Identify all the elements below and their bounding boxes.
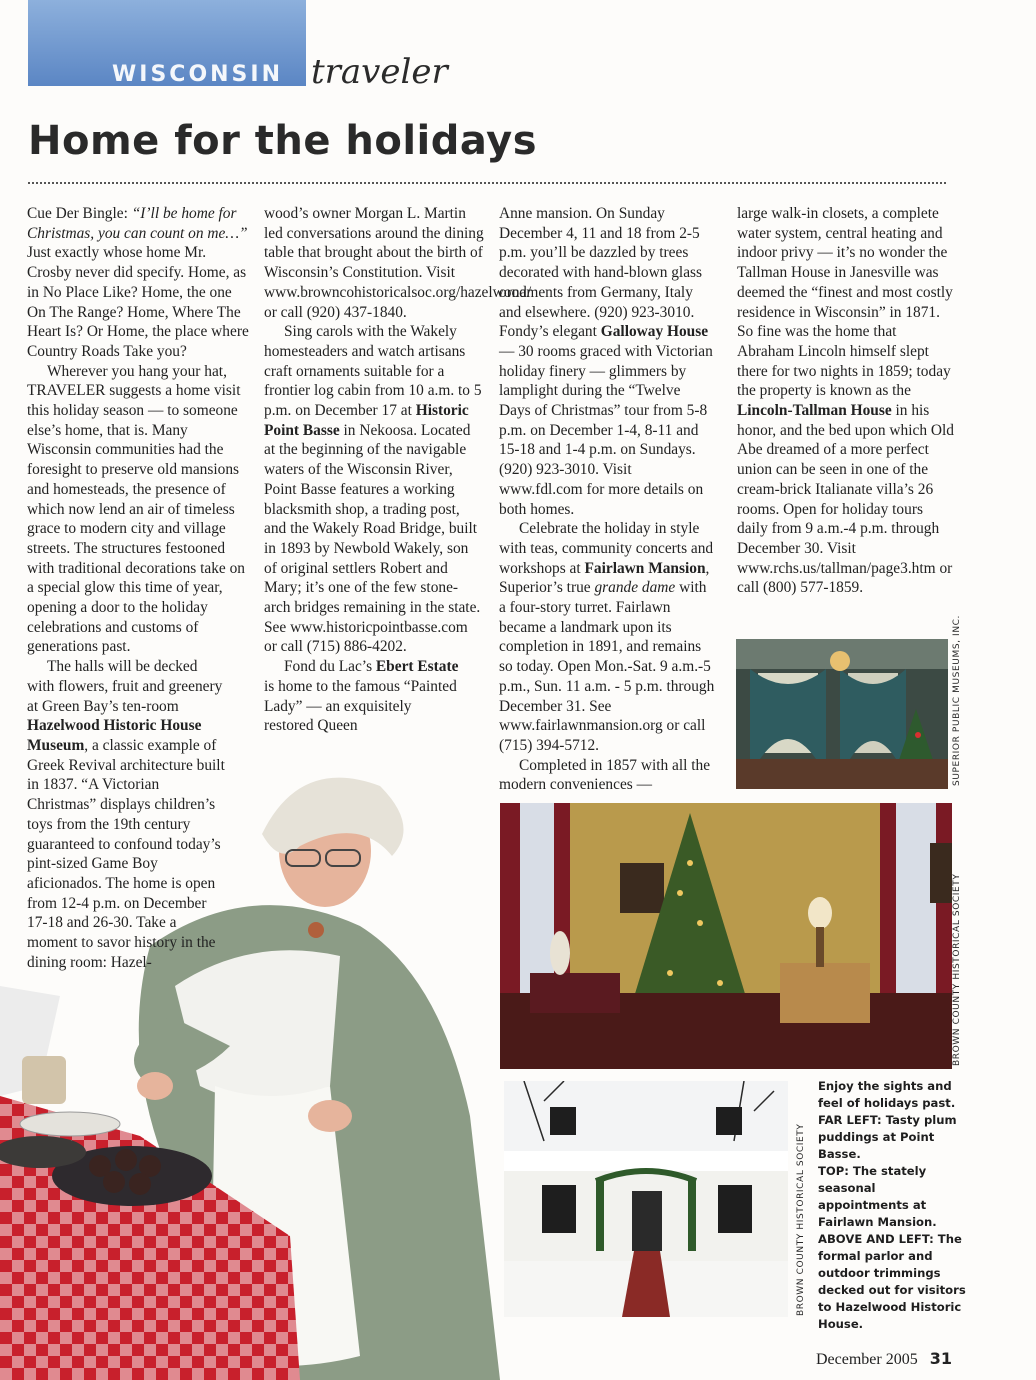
- caption-line-top: TOP: The stately seasonal appointments at Fairlawn Mansion.: [818, 1164, 937, 1229]
- col1-paragraph-2: Wherever you hang your hat, TRAVELER suggests a home visit this holiday season — to someone else’s home, that is. Many Wisconsin communities had the foresight to preserve old mansions and homesteads, the presence of which now lend an air of timeless grace to modern city and village streets. The structures festooned with traditional decorations take on a special glow this time of year, opening a door to the holiday celebrations and customs of generations past.: [27, 362, 245, 656]
- article-column-3: [499, 204, 715, 795]
- issue-date: December 2005: [816, 1351, 918, 1368]
- caption-line-far-left: FAR LEFT: Tasty plum puddings at Point Basse.: [818, 1113, 957, 1161]
- col1-paragraph-3: The halls will be decked with flowers, fruit and greenery at Green Bay’s ten-room Hazelwood Historic House Museum, a classic example of Greek Revival architecture built in 1837. “A Victorian Christmas” displays children’s toys from the 19th century guaranteed to confound today’s pint-sized Game Boy aficionados. The home is open from 12-4 p.m. on December 17-18 and 26-30. Take a moment to savor history in the dining room: Hazel-: [27, 658, 225, 971]
- caption-line-above-left: ABOVE AND LEFT: The formal parlor and outdoor trimmings decked out for visitors to Hazelwood Historic House.: [818, 1232, 966, 1331]
- photo-credit-brown-county-1: BROWN COUNTY HISTORICAL SOCIETY: [952, 873, 962, 1066]
- col3-paragraph-3: Completed in 1857 with all the modern conveniences —: [499, 756, 711, 794]
- page-number: 31: [929, 1349, 952, 1368]
- photo-fairlawn-mansion: [736, 639, 948, 789]
- article-column-2: [264, 204, 532, 736]
- photo-credit-superior: SUPERIOR PUBLIC MUSEUMS, INC.: [952, 615, 962, 786]
- article-headline: Home for the holidays: [28, 118, 538, 164]
- section-kicker: WISCONSIN: [112, 62, 283, 87]
- article-column-1: [27, 204, 249, 972]
- caption-line-intro: Enjoy the sights and feel of holidays past.: [818, 1079, 956, 1110]
- col4-paragraph-1: large walk-in closets, a complete water system, central heating and indoor privy — it’s no wonder the Tallman House in Janesville was deemed the “finest and most costly residence in Wisconsin” in 1871. So fine was the home that Abraham Lincoln himself slept there for two nights in 1859; today the property is known as the Lincoln-Tallman House in his honor, and the bed upon which Old Abe dreamed of a more perfect union can be seen in one of the cream-brick Italianate villa’s 26 rooms. Open for holiday tours daily from 9 a.m.-4 p.m. through December 30. Visit www.rchs.us/tallman/page3.htm or call (800) 577-1859.: [737, 205, 954, 597]
- article-column-4: [737, 204, 955, 598]
- photo-formal-parlor: [500, 803, 952, 1069]
- dotted-divider: [28, 182, 946, 184]
- col2-paragraph-2: Sing carols with the Wakely homesteaders and watch artisans craft ornaments suitable for a frontier log cabin from 10 a.m. to 5 p.m. on December 17 at Historic Point Basse in Nekoosa. Located at the beginning of the navigable waters of the Wisconsin River, Point Basse features a working blacksmith shop, a trading post, and the Wakely Road Bridge, built in 1893 by Newbold Wakely, son of original settlers Robert and Mary; it’s one of the few stone-arch bridges remaining in the state. See www.historicpointbasse.com or call (715) 886-4202.: [264, 323, 482, 656]
- col1-paragraph-1: Cue Der Bingle: “I’ll be home for Christmas, you can count on me…” Just exactly whose home Mr. Crosby never did specify. Home, as in No Place Like? Home, the one On The Range? Home, Where The Heart Is? Or Home, the place where Country Roads Take you?: [27, 205, 249, 360]
- page-footer: [816, 1349, 952, 1369]
- section-kicker-script: traveler: [311, 52, 448, 92]
- col3-paragraph-2: Celebrate the holiday in style with teas, community concerts and workshops at Fairlawn Mansion, Superior’s true grande dame with a four-story turret. Fairlawn became a landmark upon its completion in 1891, and remains so today. Open Mon.-Sat. 9 a.m.-5 p.m., Sun. 11 a.m. - 5 p.m. through December 31. See www.fairlawnmansion.org or call (715) 394-5712.: [499, 520, 715, 754]
- photo-credit-brown-county-2: BROWN COUNTY HISTORICAL SOCIETY: [796, 1123, 806, 1316]
- col2-paragraph-1: wood’s owner Morgan L. Martin led conversations around the dining table that brought about the birth of Wisconsin’s Constitution. Visit www.browncohistoricalsoc.org/hazelwood/ or call (920) 437-1840.: [264, 205, 532, 321]
- col2-paragraph-3: Fond du Lac’s Ebert Estate is home to the famous “Painted Lady” — an exquisitely restored Queen: [264, 658, 459, 735]
- col3-paragraph-1: Anne mansion. On Sunday December 4, 11 and 18 from 2-5 p.m. you’ll be dazzled by trees decorated with hand-blown glass ornaments from Germany, Italy and elsewhere. (920) 923-3010. Fondy’s elegant Galloway House — 30 rooms graced with Victorian holiday finery — glimmers by lamplight during the “Twelve Days of Christmas” tour from 5-8 p.m. on December 1-4, 8-11 and 15-18 and 1-4 p.m. on Sundays. (920) 923-3010. Visit www.fdl.com for more details on both homes.: [499, 205, 713, 518]
- photo-caption: [818, 1078, 968, 1333]
- photo-hazelwood-house: [504, 1081, 788, 1317]
